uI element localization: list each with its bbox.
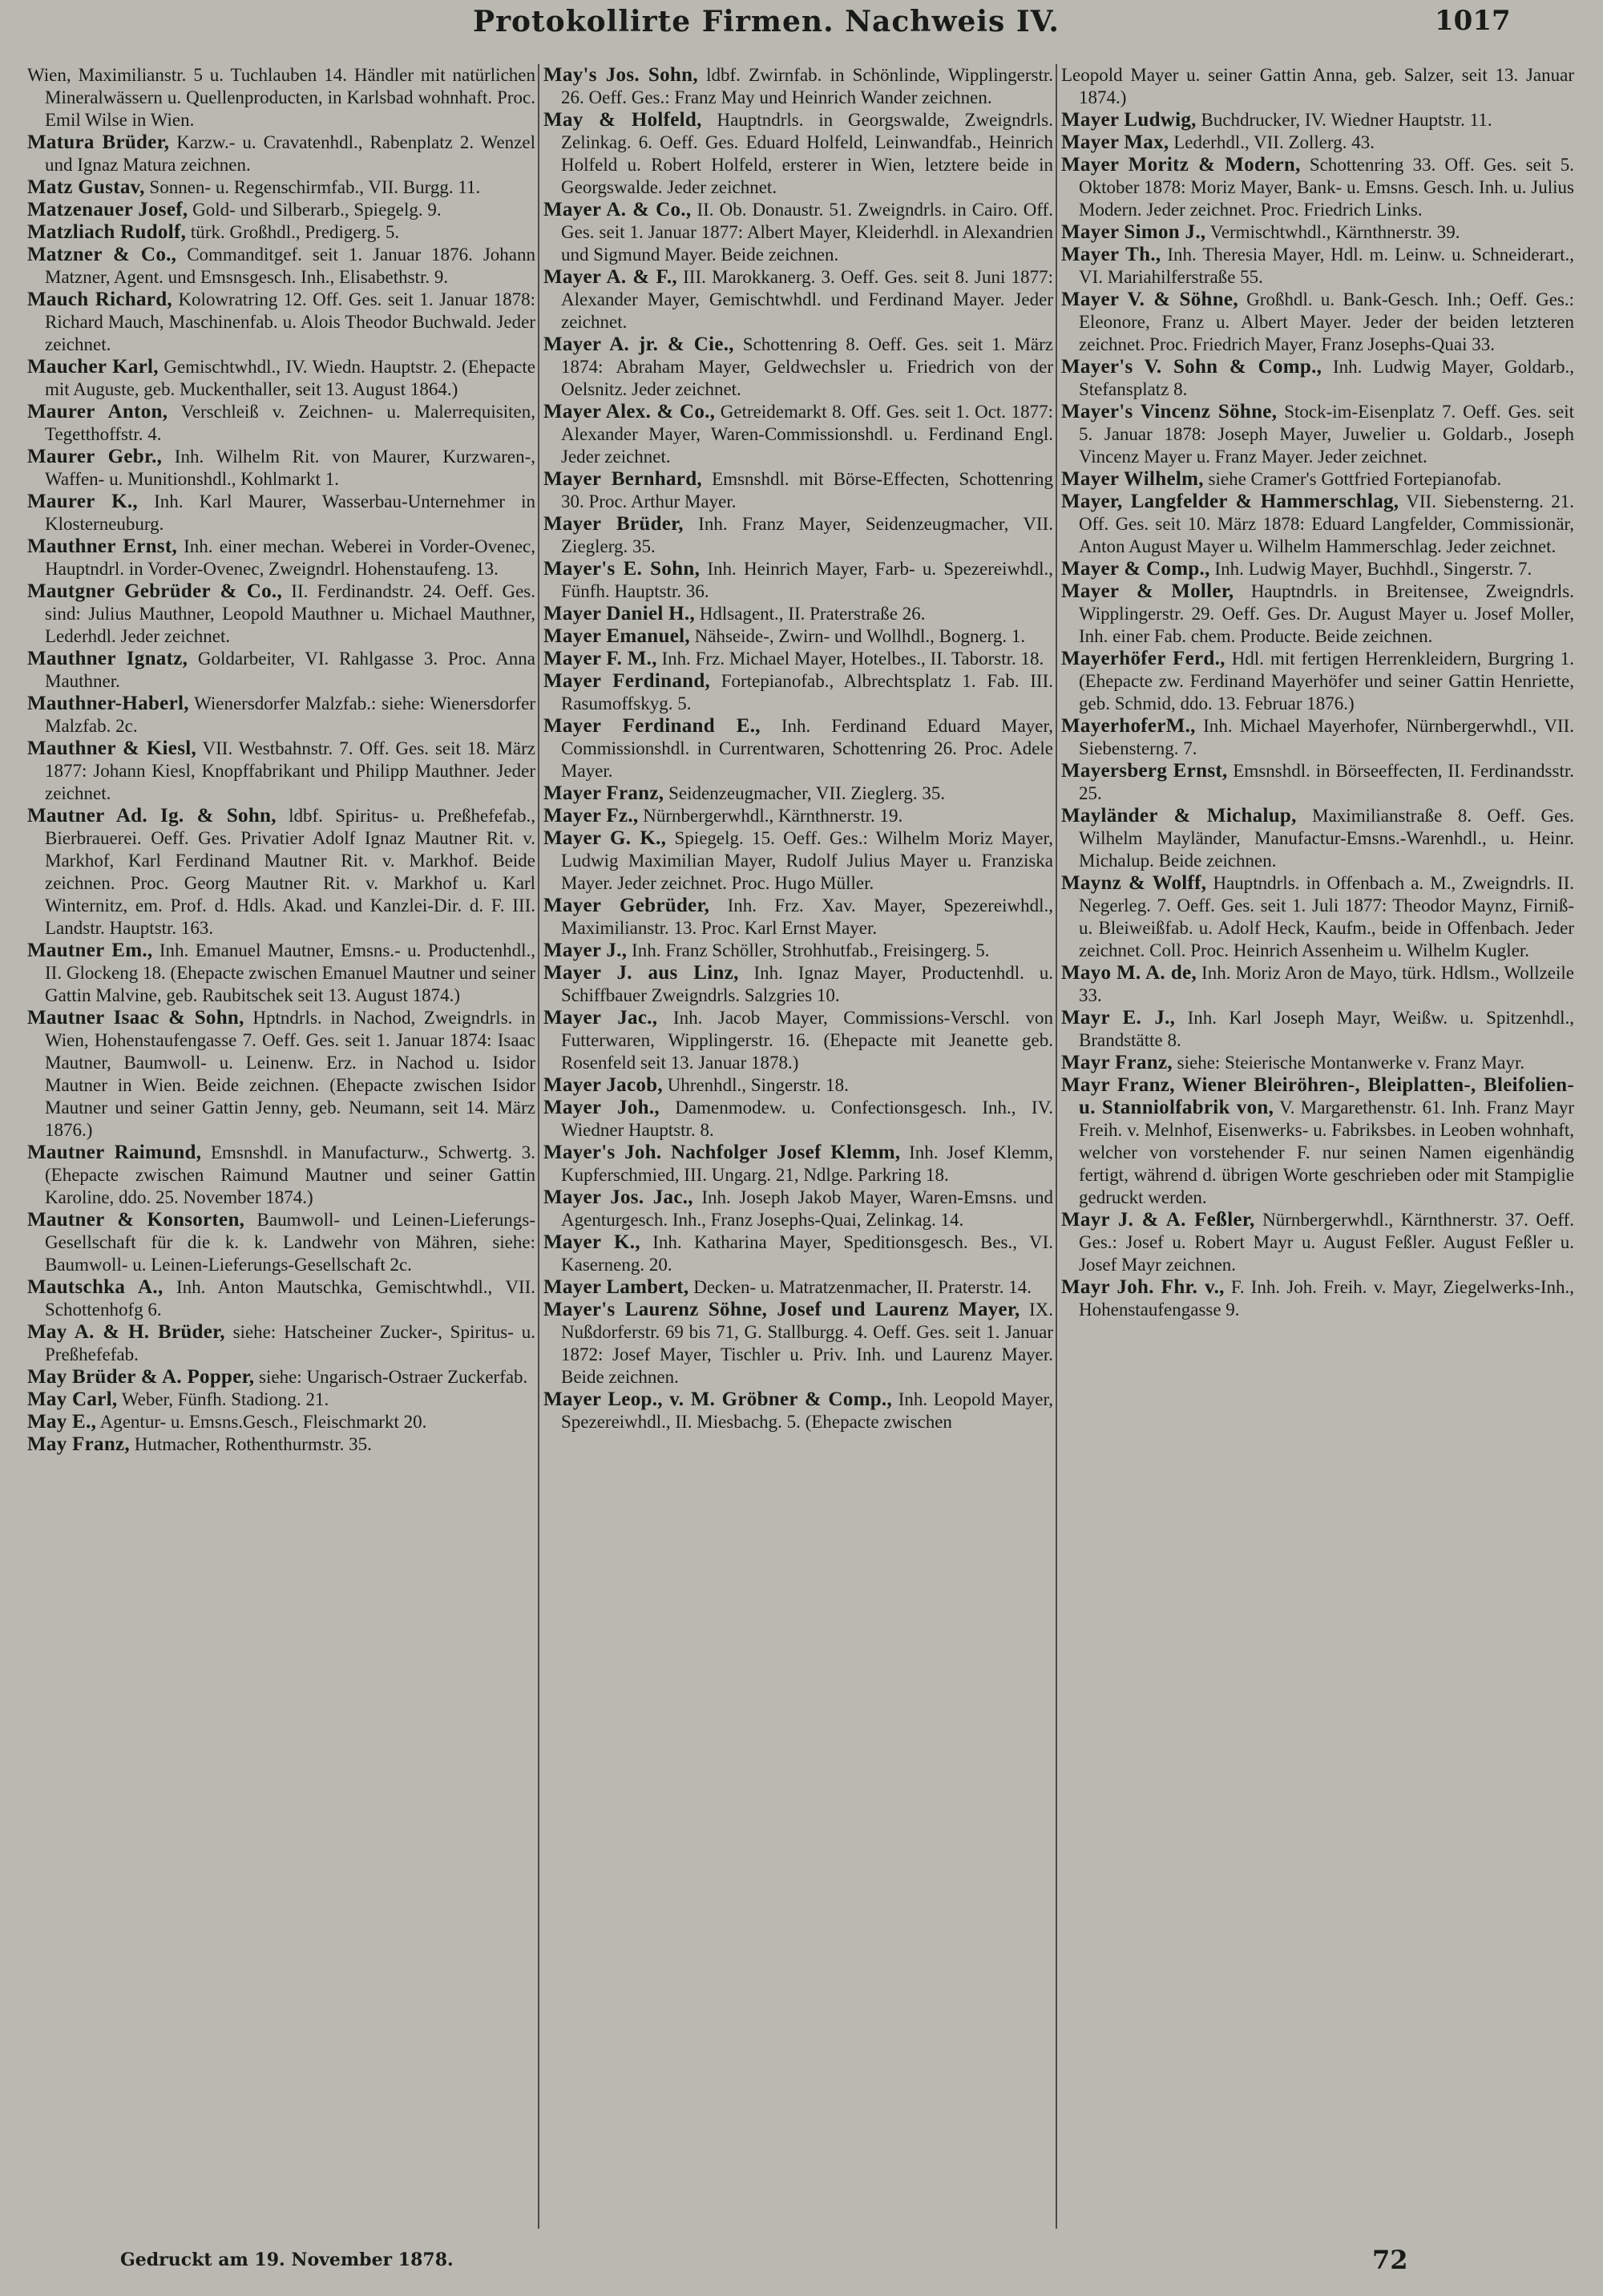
directory-entry <box>27 64 535 131</box>
directory-entry <box>1061 356 1574 401</box>
firm-name: Mayer Daniel H., <box>543 603 696 625</box>
firm-name: Mayer Fz., <box>543 805 639 827</box>
firm-name: Mayer V. & Söhne, <box>1061 289 1238 310</box>
directory-entry <box>543 603 1053 625</box>
firm-details: Inh. Leopold Mayer, Spezereiwhdl., II. Miesbachg. 5. (Ehepacte zwischen <box>561 1389 1053 1432</box>
firm-name: Mayer Jos. Jac., <box>543 1186 693 1208</box>
directory-entry <box>543 333 1053 401</box>
firm-details: Lederhdl., VII. Zollerg. 43. <box>1169 132 1375 152</box>
firm-name: Mayr Franz, <box>1061 1052 1173 1073</box>
firm-details: Fortepianofab., Albrechtsplatz 1. Fab. III. Rasumoffskyg. 5. <box>561 671 1053 713</box>
firm-name: Mayer Th., <box>1061 244 1161 265</box>
firm-details: Hdl. mit fertigen Herrenkleidern, Burgring 1. (Ehepacte zw. Ferdinand Mayerhöfer und seiner Gattin Henriette, geb. Schmid, ddo. 13. Februar 1876.) <box>1079 649 1574 713</box>
directory-entry <box>27 1142 535 1209</box>
directory-entry <box>27 738 535 805</box>
directory-entry <box>543 109 1053 199</box>
firm-name: Mayer Lambert, <box>543 1276 689 1298</box>
directory-entry <box>1061 760 1574 805</box>
directory-entry <box>1061 221 1574 244</box>
directory-entry <box>543 1142 1053 1186</box>
directory-entry <box>1061 1052 1574 1074</box>
firm-details: VII. Westbahnstr. 7. Off. Ges. seit 18. März 1877: Johann Kiesl, Knopffabrikant und Philipp Mauthner. Jeder zeichnet. <box>45 738 535 803</box>
directory-entry <box>1061 962 1574 1007</box>
firm-name: Maurer Anton, <box>27 401 168 422</box>
firm-details: Commanditgef. seit 1. Januar 1876. Johann Matzner, Agent. und Emsnsgesch. Inh., Elisabethstr. 9. <box>45 245 535 287</box>
directory-entry <box>27 131 535 176</box>
firm-details: IX. Nußdorferstr. 69 bis 71, G. Stallburgg. 4. Oeff. Ges. seit 1. Januar 1872: Josef Mayer, Tischler u. Priv. Inh. und Laurenz Mayer. Beide zeichnen. <box>561 1300 1053 1387</box>
firm-details: Inh. Theresia Mayer, Hdl. m. Leinw. u. Schneiderart., VI. Mariahilferstraße 55. <box>1079 245 1574 287</box>
directory-entry <box>1061 491 1574 558</box>
firm-name: Mayer's Vincenz Söhne, <box>1061 401 1278 422</box>
firm-name: Mayer Ferdinand E., <box>543 715 761 737</box>
directory-entry <box>27 648 535 693</box>
firm-name: Mayer Emanuel, <box>543 625 690 647</box>
firm-details: Seidenzeugmacher, VII. Zieglerg. 35. <box>664 783 946 803</box>
directory-entry <box>27 446 535 491</box>
firm-name: Mayer Gebrüder, <box>543 895 710 916</box>
firm-name: May Carl, <box>27 1389 118 1410</box>
directory-entry <box>27 176 535 199</box>
firm-details: ldbf. Zwirnfab. in Schönlinde, Wipplingerstr. 26. Oeff. Ges.: Franz May und Heinrich Wander zeichnen. <box>561 65 1053 107</box>
firm-details: Getreidemarkt 8. Off. Ges. seit 1. Oct. 1877: Alexander Mayer, Waren-Commissionshdl. u. Ferdinand Engl. Jeder zeichnet. <box>561 402 1053 467</box>
firm-details: Inh. einer mechan. Weberei in Vorder-Ovenec, Hauptndrl. in Vorder-Ovenec, Zweigndrl. Hohenstaufeng. 13. <box>45 536 535 579</box>
firm-details: Hptndrls. in Nachod, Zweigndrls. in Wien, Hohenstaufengasse 7. Oeff. Ges. seit 1. Januar 1874: Isaac Mautner, Baumwoll- u. Leinenw. Erz. in Nachod u. Isidor Mautner in Wien. Beide zeichnen. (Ehepacte zwischen Isidor Mautner und seiner Gattin Jenny, geb. Neumann, seit 14. März 1876.) <box>45 1008 535 1140</box>
firm-name: Matura Brüder, <box>27 131 170 153</box>
firm-name: Mayr Joh. Fhr. v., <box>1061 1276 1225 1298</box>
directory-entry <box>1061 468 1574 491</box>
firm-name: Mayer Wilhelm, <box>1061 468 1204 490</box>
directory-entry <box>1061 1007 1574 1052</box>
firm-name: Matzner & Co., <box>27 244 177 265</box>
firm-details: Agentur- u. Emsns.Gesch., Fleischmarkt 20. <box>96 1412 427 1432</box>
firm-details: Emsnshdl. mit Börse-Effecten, Schottenring 30. Proc. Arthur Mayer. <box>561 469 1053 511</box>
directory-entry <box>27 401 535 446</box>
directory-entry <box>543 199 1053 266</box>
firm-details: Inh. Moriz Aron de Mayo, türk. Hdlsm., Wollzeile 33. <box>1079 963 1574 1005</box>
firm-details: Verschleiß v. Zeichnen- u. Malerrequisiten, Tegetthoffstr. 4. <box>45 402 535 444</box>
directory-entry <box>543 401 1053 468</box>
print-date: Gedruckt am 19. November 1878. <box>120 2250 454 2270</box>
firm-details: VII. Siebensterng. 21. Off. Ges. seit 10. März 1878: Eduard Langfelder, Commissionär, Anton August Mayer u. Wilhelm Hammerschlag. Jeder zeichnet. <box>1079 491 1574 556</box>
firm-name: Mauthner Ignatz, <box>27 648 188 669</box>
firm-details: Inh. Jacob Mayer, Commissions-Verschl. von Futterwaren, Wipplingerstr. 16. (Ehepacte mit Jeanette geb. Rosenfeld seit 13. Januar 1878.) <box>561 1008 1053 1073</box>
firm-name: Mayr J. & A. Feßler, <box>1061 1209 1255 1231</box>
firm-details: Vermischtwhdl., Kärnthnerstr. 39. <box>1205 222 1460 242</box>
directory-entry <box>543 782 1053 805</box>
firm-name: May Brüder & A. Popper, <box>27 1366 255 1388</box>
firm-name: Mauthner-Haberl, <box>27 693 189 714</box>
page-number: 1017 <box>1435 5 1511 37</box>
firm-name: Mautner Ad. Ig. & Sohn, <box>27 805 277 827</box>
directory-entry <box>27 580 535 648</box>
directory-entry <box>27 1321 535 1366</box>
directory-entry <box>543 513 1053 558</box>
directory-entry <box>543 670 1053 715</box>
directory-entry <box>27 221 535 244</box>
firm-details: Uhrenhdl., Singerstr. 18. <box>662 1075 849 1095</box>
firm-name: Mayer A. & F., <box>543 266 677 288</box>
firm-details: Sonnen- u. Regenschirmfab., VII. Burgg. 11. <box>144 177 481 197</box>
directory-entry <box>1061 154 1574 221</box>
firm-details: Spiegelg. 15. Oeff. Ges.: Wilhelm Moriz Mayer, Ludwig Maximilian Mayer, Rudolf Julius Mayer u. Franziska Mayer. Jeder zeichnet. Proc. Hugo Müller. <box>561 828 1053 893</box>
firm-details: Inh. Ferdinand Eduard Mayer, Commissionshdl. in Currentwaren, Schottenring 26. Proc. Adele Mayer. <box>561 716 1053 781</box>
firm-details: V. Margarethenstr. 61. Inh. Franz Mayr Freih. v. Melnhof, Eisenwerks- u. Fabriksbes. in Leoben wohnhaft, welcher von vorstehender F. nur seinen Namen eigenhändig fertigt, während d. übrigen Worte geschrieben oder mit Stampiglie gedruckt werden. <box>1079 1097 1574 1207</box>
firm-details: Karzw.- u. Cravatenhdl., Rabenplatz 2. Wenzel und Ignaz Matura zeichnen. <box>45 132 535 175</box>
directory-entry <box>1061 289 1574 356</box>
column-3 <box>1061 64 1574 2229</box>
firm-details: Baumwoll- und Leinen-Lieferungs-Gesellschaft für die k. k. Landwehr von Mähren, siehe: Baumwoll- u. Leinen-Lieferungs-Gesellschaft 2c. <box>45 1210 535 1275</box>
firm-name: Mautner Em., <box>27 940 153 961</box>
firm-name: Mayer Ludwig, <box>1061 109 1197 131</box>
firm-name: Mautschka A., <box>27 1276 164 1298</box>
directory-entry <box>543 962 1053 1007</box>
firm-name: Mautner Isaac & Sohn, <box>27 1007 244 1029</box>
firm-name: Matzenauer Josef, <box>27 199 188 220</box>
firm-details: Wienersdorfer Malzfab.: siehe: Wienersdorfer Malzfab. 2c. <box>45 693 535 736</box>
firm-details: Hutmacher, Rothenthurmstr. 35. <box>129 1434 372 1454</box>
directory-entry <box>27 1007 535 1142</box>
directory-entry <box>1061 1276 1574 1321</box>
firm-name: Mayer Joh., <box>543 1097 660 1118</box>
firm-name: Mayer Brüder, <box>543 513 684 535</box>
firm-details: Großhdl. u. Bank-Gesch. Inh.; Oeff. Ges.: Eleonore, Franz u. Albert Mayer. Jeder der beiden letzteren zeichnet. Proc. Friedrich Mayer, Franz Josephs-Quai 33. <box>1079 289 1574 354</box>
firm-name: May & Holfeld, <box>543 109 702 131</box>
firm-details: Maximilianstraße 8. Oeff. Ges. Wilhelm Mayländer, Manufactur-Emsns.-Warenhdl., u. Heinr. Michalup. Beide zeichnen. <box>1079 806 1574 871</box>
firm-name: Mayersberg Ernst, <box>1061 760 1228 782</box>
firm-details: Inh. Heinrich Mayer, Farb- u. Spezereiwhdl., Fünfh. Hauptstr. 36. <box>561 559 1053 601</box>
directory-entry <box>1061 558 1574 580</box>
directory-entry <box>27 693 535 738</box>
firm-name: Mayer Max, <box>1061 131 1169 153</box>
firm-details: Inh. Karl Maurer, Wasserbau-Unternehmer in Klosterneuburg. <box>45 491 535 534</box>
page-header <box>0 5 1603 43</box>
directory-entry <box>27 1411 535 1433</box>
directory-entry <box>543 266 1053 333</box>
firm-details: Schottenring 8. Oeff. Ges. seit 1. März 1874: Abraham Mayer, Geldwechsler u. Friedrich von der Oelsnitz. Jeder zeichnet. <box>561 334 1053 399</box>
directory-entry <box>1061 805 1574 872</box>
column-1 <box>27 64 535 2229</box>
page-title: Protokollirte Firmen. Nachweis IV. <box>473 5 1060 38</box>
firm-name: Mauthner & Kiesl, <box>27 738 197 759</box>
firm-name: Matzliach Rudolf, <box>27 221 187 243</box>
firm-details: Inh. Wilhelm Rit. von Maurer, Kurzwaren-, Waffen- u. Munitionshdl., Kohlmarkt 1. <box>45 447 535 489</box>
directory-entry <box>27 289 535 356</box>
firm-details: Inh. Emanuel Mautner, Emsns.- u. Productenhdl., II. Glockeng 18. (Ehepacte zwischen Emanuel Mautner und seiner Gattin Malvine, geb. Raubitschek seit 13. August 1874.) <box>45 940 535 1005</box>
firm-details: Decken- u. Matratzenmacher, II. Praterstr. 14. <box>688 1277 1032 1297</box>
firm-name: MayerhoferM., <box>1061 715 1196 737</box>
firm-name: Mayer G. K., <box>543 827 667 849</box>
firm-details: Nürnbergerwhdl., Kärnthnerstr. 19. <box>638 806 903 826</box>
directory-entry <box>1061 715 1574 760</box>
directory-entry <box>543 940 1053 962</box>
firm-name: Maynz & Wolff, <box>1061 872 1207 894</box>
directory-entry <box>27 491 535 536</box>
directory-entry <box>543 625 1053 648</box>
firm-name: Mayr E. J., <box>1061 1007 1176 1029</box>
firm-name: Matz Gustav, <box>27 176 145 198</box>
firm-name: Mayer & Comp., <box>1061 558 1210 580</box>
directory-entry <box>543 1276 1053 1299</box>
firm-name: Mayer J., <box>543 940 628 961</box>
column-2 <box>543 64 1053 2229</box>
directory-entry <box>1061 872 1574 962</box>
directory-entry <box>543 1007 1053 1074</box>
firm-name: May's Jos. Sohn, <box>543 64 698 86</box>
directory-entry <box>543 1299 1053 1389</box>
directory-entry <box>543 468 1053 513</box>
firm-details: Hauptndrls. in Georgswalde, Zweigndrls. Zelinkag. 6. Oeff. Ges. Eduard Holfeld, Leinwandfab., Heinrich Holfeld u. Robert Holfeld, ersterer in Wien, letztere beide in Georgswalde. Jeder zeichnet. <box>561 110 1053 197</box>
directory-entry <box>1061 401 1574 468</box>
firm-name: Mayr Franz, Wiener Bleiröhren-, Bleiplatten-, Bleifolien- u. Stanniolfabrik von, <box>1061 1074 1574 1118</box>
firm-details: Inh. Joseph Jakob Mayer, Waren-Emsns. und Agenturgesch. Inh., Franz Josephs-Quai, Zelinkag. 14. <box>561 1187 1053 1230</box>
firm-details: türk. Großhdl., Predigerg. 5. <box>186 222 400 242</box>
firm-name: Mayer K., <box>543 1231 640 1253</box>
firm-details: Emsnshdl. in Manufacturw., Schwertg. 3. (Ehepacte zwischen Raimund Mautner und seiner Gattin Karoline, ddo. 25. November 1874.) <box>45 1142 535 1207</box>
firm-details: siehe: Ungarisch-Ostraer Zuckerfab. <box>254 1367 528 1387</box>
firm-details: Inh. Anton Mautschka, Gemischtwhdl., VII. Schottenhofg 6. <box>45 1277 535 1320</box>
firm-details: Inh. Josef Klemm, Kupferschmied, III. Ungarg. 21, Ndlge. Parkring 18. <box>561 1142 1053 1185</box>
directory-entry <box>543 1186 1053 1231</box>
firm-name: May E., <box>27 1411 97 1433</box>
firm-details: Stock-im-Eisenplatz 7. Oeff. Ges. seit 5. Januar 1878: Joseph Mayer, Juwelier u. Goldarb., Joseph Vincenz Mayer u. Franz Mayer. Jeder zeichnet. <box>1079 402 1574 467</box>
firm-details: Nürnbergerwhdl., Kärnthnerstr. 37. Oeff. Ges.: Josef u. Robert Mayr u. August Feßler. August Feßler u. Josef Mayr zeichnen. <box>1079 1210 1574 1275</box>
firm-name: Mayer Alex. & Co., <box>543 401 716 422</box>
directory-entry <box>1061 244 1574 289</box>
column-divider <box>1056 64 1057 2229</box>
directory-entry <box>27 1389 535 1411</box>
firm-details: Goldarbeiter, VI. Rahlgasse 3. Proc. Anna Mauthner. <box>45 649 535 691</box>
firm-name: Mautner & Konsorten, <box>27 1209 245 1231</box>
firm-details: Inh. Frz. Xav. Mayer, Spezereiwhdl., Maximilianstr. 13. Proc. Karl Ernst Mayer. <box>561 895 1053 938</box>
directory-entry <box>1061 1209 1574 1276</box>
firm-name: Maucher Karl, <box>27 356 159 378</box>
directory-entry <box>27 1276 535 1321</box>
firm-name: Mayer Bernhard, <box>543 468 702 490</box>
directory-entry <box>27 356 535 401</box>
firm-details: siehe: Hatscheiner Zucker-, Spiritus- u. Preßhefefab. <box>45 1322 535 1364</box>
directory-entry <box>543 805 1053 827</box>
firm-details: Leopold Mayer u. seiner Gattin Anna, geb. Salzer, seit 13. Januar 1874.) <box>1061 65 1574 107</box>
firm-details: II. Ferdinandstr. 24. Oeff. Ges. sind: Julius Mauthner, Leopold Mauthner u. Michael Mauthner, Lederhdl. Jeder zeichnet. <box>45 581 535 646</box>
firm-name: Mayer, Langfelder & Hammerschlag, <box>1061 491 1399 512</box>
column-divider <box>538 64 539 2229</box>
firm-name: Mauch Richard, <box>27 289 172 310</box>
firm-name: Mayer's E. Sohn, <box>543 558 701 580</box>
firm-name: Mayo M. A. de, <box>1061 962 1197 984</box>
firm-details: Inh. Ludwig Mayer, Buchhdl., Singerstr. 7. <box>1209 559 1532 579</box>
firm-name: Mayer's Laurenz Söhne, Josef und Laurenz Mayer, <box>543 1299 1020 1320</box>
firm-details: ldbf. Spiritus- u. Preßhefefab., Bierbrauerei. Oeff. Ges. Privatier Adolf Ignaz Mautner Rit. v. Markhof, Karl Ferdinand Mautner Rit. v. Markhof. Beide zeichnen. Proc. Georg Mautner Rit. v. Markhof u. Karl Winternitz, em. Prof. d. Hdls. Akad. und Kanzlei-Dir. d. F. III. Landstr. Hauptstr. 163. <box>45 806 535 938</box>
firm-name: Mayer's V. Sohn & Comp., <box>1061 356 1322 378</box>
firm-details: Weber, Fünfh. Stadiong. 21. <box>117 1389 329 1409</box>
directory-entry <box>543 827 1053 895</box>
directory-entry <box>27 805 535 940</box>
firm-name: Mauthner Ernst, <box>27 536 177 557</box>
directory-entry <box>27 1433 535 1456</box>
firm-name: Mayer Moritz & Modern, <box>1061 154 1301 176</box>
directory-entry <box>27 940 535 1007</box>
firm-name: Mayer Ferdinand, <box>543 670 711 692</box>
directory-entry <box>1061 64 1574 109</box>
firm-name: Mayer F. M., <box>543 648 657 669</box>
firm-name: Mautner Raimund, <box>27 1142 202 1163</box>
firm-details: Hdlsagent., II. Praterstraße 26. <box>695 604 926 624</box>
firm-details: Inh. Ludwig Mayer, Goldarb., Stefansplatz 8. <box>1079 357 1574 399</box>
firm-details: Schottenring 33. Off. Ges. seit 5. Oktober 1878: Moriz Mayer, Bank- u. Emsns. Gesch. Inh. u. Julius Modern. Jeder zeichnet. Proc. Friedrich Links. <box>1079 155 1574 220</box>
directory-entry <box>543 558 1053 603</box>
firm-details: F. Inh. Joh. Freih. v. Mayr, Ziegelwerks-Inh., Hohenstaufengasse 9. <box>1079 1277 1574 1320</box>
firm-name: Mayer J. aus Linz, <box>543 962 739 984</box>
firm-name: Mayländer & Michalup, <box>1061 805 1297 827</box>
directory-entry <box>543 1074 1053 1097</box>
firm-name: Maurer K., <box>27 491 138 512</box>
directory-entry <box>543 715 1053 782</box>
firm-name: Mautgner Gebrüder & Co., <box>27 580 283 602</box>
firm-name: Mayer A. jr. & Cie., <box>543 333 734 355</box>
firm-name: Mayer Jacob, <box>543 1074 663 1096</box>
directory-entry <box>1061 131 1574 154</box>
firm-details: Emsnshdl. in Börseeffecten, II. Ferdinandsstr. 25. <box>1079 761 1574 803</box>
firm-name: May Franz, <box>27 1433 130 1455</box>
firm-details: Inh. Franz Schöller, Strohhutfab., Freisingerg. 5. <box>627 940 990 960</box>
directory-entry <box>1061 580 1574 648</box>
sheet-number: 72 <box>1372 2245 1408 2275</box>
firm-details: Gemischtwhdl., IV. Wiedn. Hauptstr. 2. (Ehepacte mit Auguste, geb. Muckenthaller, seit 13. August 1864.) <box>45 357 535 399</box>
directory-entry <box>543 895 1053 940</box>
firm-details: Buchdrucker, IV. Wiedner Hauptstr. 11. <box>1196 110 1492 130</box>
directory-entry <box>543 648 1053 670</box>
firm-details: Inh. Franz Mayer, Seidenzeugmacher, VII. Zieglerg. 35. <box>561 514 1053 556</box>
directory-entry <box>543 1389 1053 1433</box>
directory-entry <box>27 199 535 221</box>
firm-details: Kolowratring 12. Off. Ges. seit 1. Januar 1878: Richard Mauch, Maschinenfab. u. Alois Theodor Buchwald. Jeder zeichnet. <box>45 289 535 354</box>
firm-name: Mayer Leop., v. M. Gröbner & Comp., <box>543 1389 893 1410</box>
firm-details: Inh. Karl Joseph Mayr, Weißw. u. Spitzenhdl., Brandstätte 8. <box>1079 1008 1574 1050</box>
directory-entry <box>1061 1074 1574 1209</box>
directory-entry <box>27 536 535 580</box>
directory-entry <box>27 244 535 289</box>
firm-details: Inh. Michael Mayerhofer, Nürnbergerwhdl., VII. Siebensterng. 7. <box>1079 716 1574 758</box>
directory-entry <box>1061 648 1574 715</box>
firm-details: Hauptndrls. in Offenbach a. M., Zweigndrls. II. Negerleg. 7. Oeff. Ges. seit 1. Juli 1877: Theodor Maynz, Firniß- u. Bleiweißfab. u. Adolf Heck, Kaufm., beide in Offenbach. Jeder zeichnet. Coll. Proc. Heinrich Assenheim u. Wilhelm Kugler. <box>1079 873 1574 960</box>
firm-name: Mayerhöfer Ferd., <box>1061 648 1225 669</box>
firm-details: Gold- und Silberarb., Spiegelg. 9. <box>188 200 442 220</box>
firm-details: Hauptndrls. in Breitensee, Zweigndrls. Wipplingerstr. 29. Oeff. Ges. Dr. August Mayer u. Josef Moller, Inh. einer Fab. chem. Producte. Beide zeichnen. <box>1079 581 1574 646</box>
firm-details: siehe Cramer's Gottfried Fortepianofab. <box>1203 469 1502 489</box>
firm-details: Inh. Frz. Michael Mayer, Hotelbes., II. Taborstr. 18. <box>656 649 1044 669</box>
firm-name: Mayer A. & Co., <box>543 199 692 220</box>
directory-entry <box>543 1231 1053 1276</box>
firm-name: Maurer Gebr., <box>27 446 163 467</box>
firm-details: III. Marokkanerg. 3. Oeff. Ges. seit 8. Juni 1877: Alexander Mayer, Gemischtwhdl. und Ferdinand Mayer. Jeder zeichnet. <box>561 267 1053 332</box>
firm-details: Damenmodew. u. Confectionsgesch. Inh., IV. Wiedner Hauptstr. 8. <box>561 1097 1053 1140</box>
firm-name: May A. & H. Brüder, <box>27 1321 225 1343</box>
firm-details: II. Ob. Donaustr. 51. Zweigndrls. in Cairo. Off. Ges. seit 1. Januar 1877: Albert Mayer, Kleiderhdl. in Alexandrien und Sigmund Mayer. Beide zeichnen. <box>561 200 1053 265</box>
firm-name: Mayer Jac., <box>543 1007 658 1029</box>
directory-entry <box>543 64 1053 109</box>
firm-details: siehe: Steierische Montanwerke v. Franz Mayr. <box>1172 1053 1525 1073</box>
firm-name: Mayer Franz, <box>543 782 664 804</box>
directory-entry <box>27 1366 535 1389</box>
firm-details: Inh. Ignaz Mayer, Productenhdl. u. Schiffbauer Zweigndrls. Salzgries 10. <box>561 963 1053 1005</box>
firm-name: Mayer Simon J., <box>1061 221 1206 243</box>
firm-name: Mayer's Joh. Nachfolger Josef Klemm, <box>543 1142 901 1163</box>
firm-details: Inh. Katharina Mayer, Speditionsgesch. Bes., VI. Kaserneng. 20. <box>561 1232 1053 1275</box>
directory-entry <box>543 1097 1053 1142</box>
directory-entry <box>27 1209 535 1276</box>
firm-details: Nähseide-, Zwirn- und Wollhdl., Bognerg. 1. <box>689 626 1026 646</box>
directory-entry <box>1061 109 1574 131</box>
firm-details: Wien, Maximilianstr. 5 u. Tuchlauben 14. Händler mit natürlichen Mineralwässern u. Quellenproducten, in Karlsbad wohnhaft. Proc. Emil Wilse in Wien. <box>27 65 535 130</box>
firm-name: Mayer & Moller, <box>1061 580 1234 602</box>
